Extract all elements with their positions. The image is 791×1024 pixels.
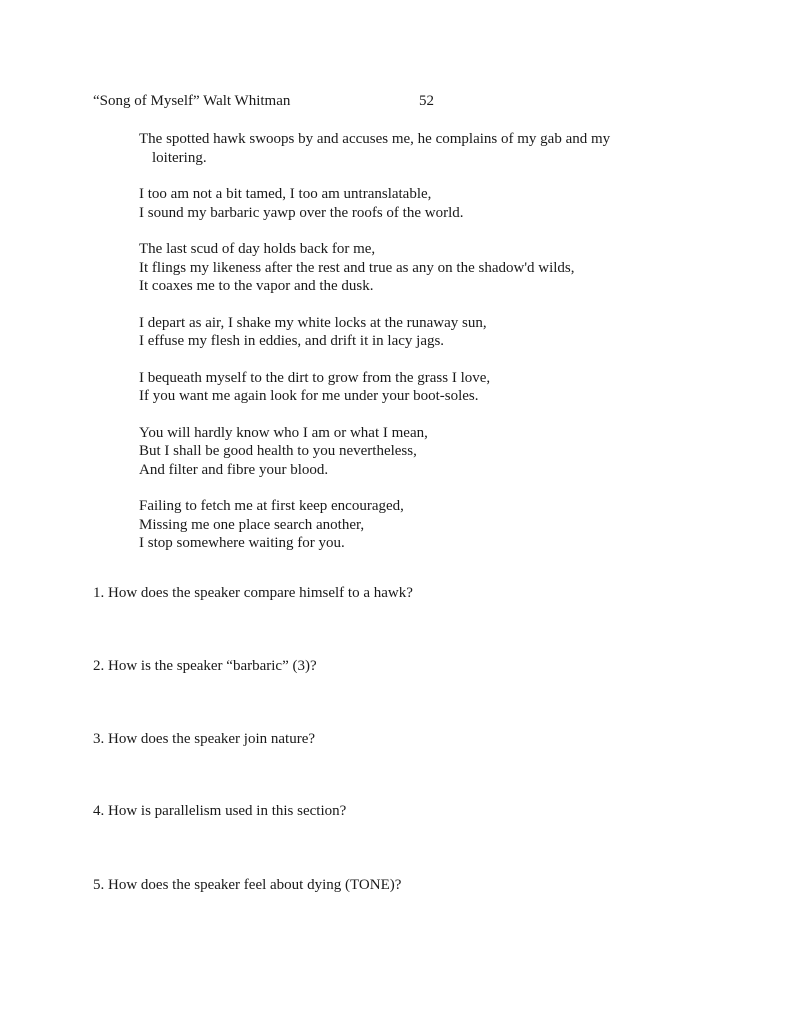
- poem-line: Failing to fetch me at first keep encouraged,: [139, 498, 404, 514]
- poem-line: The last scud of day holds back for me,: [139, 241, 376, 257]
- stanza: [139, 497, 699, 553]
- poem-line: I too am not a bit tamed, I too am untranslatable,: [139, 186, 432, 202]
- poem-line: loitering.: [152, 149, 207, 166]
- question-4: 4. How is parallelism used in this section?: [93, 803, 347, 819]
- stanza: [139, 369, 699, 406]
- poem-text: [139, 130, 699, 571]
- poem-line: I stop somewhere waiting for you.: [139, 535, 345, 551]
- stanza: [139, 424, 699, 480]
- poem-line: It flings my likeness after the rest and true as any on the shadow'd wilds,: [139, 259, 575, 276]
- stanza: [139, 240, 699, 296]
- poem-line: I bequeath myself to the dirt to grow from the grass I love,: [139, 369, 491, 386]
- poem-line: And filter and fibre your blood.: [139, 461, 329, 478]
- poem-line: I sound my barbaric yawp over the roofs of the world.: [139, 204, 464, 221]
- poem-line: The spotted hawk swoops by and accuses me, he complains of my gab and my: [139, 131, 611, 147]
- stanza: [139, 314, 699, 351]
- question-5: 5. How does the speaker feel about dying (TONE)?: [93, 877, 402, 893]
- question-3: 3. How does the speaker join nature?: [93, 731, 316, 747]
- poem-line: If you want me again look for me under your boot-soles.: [139, 388, 479, 404]
- poem-line: I depart as air, I shake my white locks at the runaway sun,: [139, 314, 487, 331]
- poem-line: But I shall be good health to you nevertheless,: [139, 443, 417, 459]
- stanza: [139, 130, 699, 167]
- poem-line: Missing me one place search another,: [139, 516, 365, 533]
- question-1: 1. How does the speaker compare himself to a hawk?: [93, 585, 413, 601]
- question-2: 2. How is the speaker “barbaric” (3)?: [93, 658, 317, 674]
- poem-line: You will hardly know who I am or what I mean,: [139, 424, 428, 441]
- section-number: 52: [419, 93, 434, 109]
- stanza: [139, 185, 699, 222]
- poem-line: I effuse my flesh in eddies, and drift it in lacy jags.: [139, 333, 445, 349]
- poem-line: It coaxes me to the vapor and the dusk.: [139, 278, 374, 294]
- poem-title: “Song of Myself” Walt Whitman: [93, 93, 291, 109]
- page-header: [93, 93, 693, 113]
